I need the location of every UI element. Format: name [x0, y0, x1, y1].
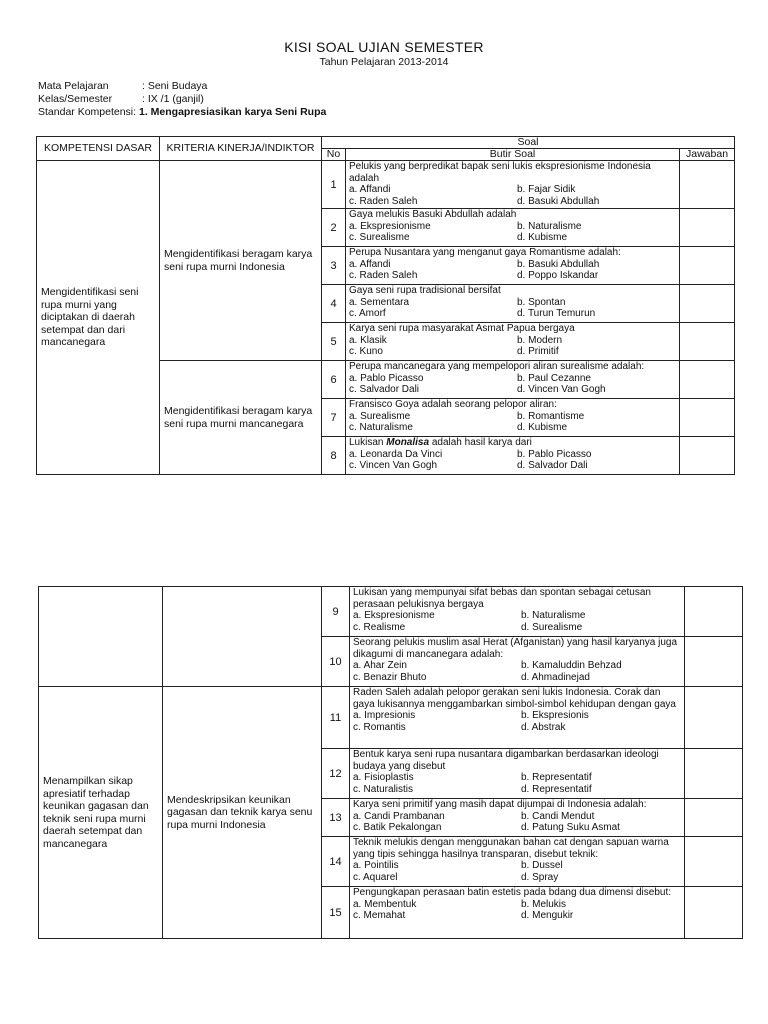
option-a: a. Ahar Zein: [353, 660, 407, 671]
option-a: a. Klasik: [349, 334, 387, 346]
question-cell: [346, 247, 680, 285]
question-cell: [350, 887, 685, 939]
empty-indikator-cell: [163, 587, 322, 687]
option-b: b. Fajar Sidik: [517, 184, 576, 195]
kompetensi-dasar-cell: Mengidentifikasi seni rupa murni yang diciptakan di daerah setempat dan dari mancanegara: [37, 161, 160, 475]
question-text: Pelukis yang berpredikat bapak seni lukis ekspresionisme Indonesia adalah: [349, 161, 651, 184]
kompetensi-dasar-cell: Menampilkan sikap apresiatif terhadap keunikan gagasan dan teknik seni rupa murni daerah setempat dan mancanegara: [39, 687, 163, 939]
answer-cell: [685, 799, 743, 837]
option-c: c. Memahat: [353, 910, 406, 921]
question-cell: [346, 399, 680, 437]
answer-cell: [680, 209, 735, 247]
meta-key: Standar Kompetensi: [38, 106, 134, 118]
answer-cell: [685, 837, 743, 887]
header-butir: Butir Soal: [346, 149, 680, 161]
option-b: b. Romantisme: [517, 410, 585, 422]
question-cell: [350, 749, 685, 799]
indikator-cell: Mendeskripsikan keunikan gagasan dan teknik karya senu rupa murni Indonesia: [163, 687, 322, 939]
answer-cell: [680, 399, 735, 437]
option-d: d. Kubisme: [517, 422, 568, 433]
option-a: a. Sementara: [349, 296, 410, 308]
option-a: a. Ekspresionisme: [353, 610, 435, 621]
question-number: 15: [322, 887, 350, 939]
answer-cell: [685, 887, 743, 939]
meta-key: Kelas/Semester: [38, 93, 113, 105]
question-number: 8: [322, 437, 346, 475]
answer-cell: [685, 637, 743, 687]
option-c: c. Raden Saleh: [349, 195, 418, 207]
indikator-cell: Mengidentifikasi beragam karya seni rupa murni mancanegara: [160, 361, 322, 475]
option-b: b. Ekspresionis: [521, 710, 589, 721]
option-d: d. Turun Temurun: [517, 308, 596, 319]
question-number: 12: [322, 749, 350, 799]
question-number: 6: [322, 361, 346, 399]
question-number: 10: [322, 637, 350, 687]
option-a: a. Leonarda Da Vinci: [349, 448, 443, 460]
option-a: a. Surealisme: [349, 410, 411, 422]
option-c: c. Realisme: [353, 621, 406, 633]
option-d: d. Primitif: [517, 346, 559, 357]
question-number: 2: [322, 209, 346, 247]
option-a: a. Affandi: [349, 258, 391, 270]
header-kompetensi: KOMPETENSI DASAR: [37, 137, 160, 161]
kisi-table-page2: [38, 586, 743, 939]
option-b: b. Naturalisme: [517, 220, 582, 232]
question-cell: [350, 587, 685, 637]
option-c: c. Salvador Dali: [349, 384, 420, 395]
option-d: d. Representatif: [521, 783, 592, 795]
question-text: Teknik melukis dengan menggunakan bahan cat dengan sapuan warna yang tipis sehingga hasilnya transparan, disebut teknik:: [353, 837, 669, 860]
question-text: Fransisco Goya adalah seorang pelopor aliran:: [349, 399, 557, 410]
option-d: d. Abstrak: [521, 721, 566, 733]
option-a: a. Candi Prambanan: [353, 810, 445, 822]
table-row: [39, 587, 743, 637]
option-b: b. Basuki Abdullah: [517, 258, 600, 270]
answer-cell: [680, 161, 735, 209]
answer-cell: [685, 749, 743, 799]
meta-value: : IX /1 (ganjil): [142, 93, 204, 105]
indikator-cell: Mengidentifikasi beragam karya seni rupa murni Indonesia: [160, 161, 322, 361]
table-row: [39, 687, 743, 749]
header-no: No: [322, 149, 346, 161]
option-a: a. Fisioplastis: [353, 772, 414, 783]
option-a: a. Pablo Picasso: [349, 372, 424, 384]
option-d: d. Salvador Dali: [517, 460, 588, 471]
option-b: b. Candi Mendut: [521, 810, 595, 822]
answer-cell: [680, 285, 735, 323]
option-a: a. Pointilis: [353, 860, 399, 871]
option-d: d. Kubisme: [517, 232, 568, 243]
meta-class: [38, 93, 204, 106]
question-text: Raden Saleh adalah pelopor gerakan seni lukis Indonesia. Corak dan gaya lukisannya menggambarkan simbol-simbol kehidupan dengan gaya: [353, 687, 676, 710]
option-c: c. Vincen Van Gogh: [349, 460, 438, 471]
meta-key: Mata Pelajaran: [38, 80, 109, 92]
question-cell: [346, 285, 680, 323]
option-d: d. Poppo Iskandar: [517, 270, 599, 281]
meta-value: :: [133, 106, 139, 118]
question-number: 7: [322, 399, 346, 437]
option-c: c. Romantis: [353, 721, 406, 733]
header-jawaban: Jawaban: [680, 149, 735, 161]
question-cell: [346, 361, 680, 399]
option-d: d. Ahmadinejad: [521, 671, 590, 683]
option-a: a. Affandi: [349, 184, 391, 195]
option-b: b. Melukis: [521, 898, 567, 910]
answer-cell: [680, 361, 735, 399]
question-text: Gaya melukis Basuki Abdullah adalah: [349, 209, 517, 220]
question-text: Seorang pelukis muslim asal Herat (Afganistan) yang hasil karyanya juga dikagumi di mancanegara adalah:: [353, 637, 678, 660]
option-b: b. Pablo Picasso: [517, 448, 592, 460]
option-c: c. Raden Saleh: [349, 270, 418, 281]
question-text: Perupa Nusantara yang menganut gaya Romantisme adalah:: [349, 247, 621, 258]
document-title: KISI SOAL UJIAN SEMESTER: [284, 39, 484, 55]
question-cell: [350, 837, 685, 887]
table-row: [37, 161, 735, 209]
question-text: [349, 437, 676, 449]
question-cell: [350, 637, 685, 687]
question-number: 9: [322, 587, 350, 637]
kisi-table-page1: [36, 136, 735, 475]
answer-cell: [680, 247, 735, 285]
option-a: a. Impresionis: [353, 710, 416, 721]
option-c: c. Kuno: [349, 346, 383, 357]
question-cell: [346, 161, 680, 209]
meta-standard: [38, 106, 326, 119]
empty-kompetensi-cell: [39, 587, 163, 687]
option-c: c. Surealisme: [349, 232, 410, 243]
option-d: d. Mengukir: [521, 910, 574, 921]
question-text: Karya seni primitif yang masih dapat dijumpai di Indonesia adalah:: [353, 799, 647, 810]
document-subtitle: Tahun Pelajaran 2013-2014: [319, 56, 449, 68]
meta-subject: [38, 80, 207, 93]
option-a: a. Ekspresionisme: [349, 220, 431, 232]
question-text: Pengungkapan perasaan batin estetis pada bdang dua dimensi disebut:: [353, 887, 672, 898]
question-cell: [350, 687, 685, 749]
artwork-title: Monalisa: [386, 437, 430, 448]
option-d: d. Surealisme: [521, 621, 583, 633]
question-text-post: adalah hasil karya dari: [429, 437, 532, 448]
option-c: c. Benazir Bhuto: [353, 671, 427, 683]
option-d: d. Basuki Abdullah: [517, 195, 600, 207]
option-c: c. Batik Pekalongan: [353, 822, 442, 833]
option-b: b. Paul Cezanne: [517, 372, 591, 384]
header-kriteria: KRITERIA KINERJA/INDIKTOR: [160, 137, 322, 161]
option-b: b. Modern: [517, 334, 563, 346]
option-c: c. Aquarel: [353, 871, 398, 883]
option-a: a. Membentuk: [353, 898, 417, 910]
question-number: 1: [322, 161, 346, 209]
question-text-pre: Lukisan: [349, 437, 387, 448]
question-cell: [350, 799, 685, 837]
meta-value: : Seni Budaya: [142, 80, 208, 92]
question-text: Bentuk karya seni rupa nusantara digambarkan berdasarkan ideologi budaya yang disebut: [353, 749, 659, 772]
option-d: d. Patung Suku Asmat: [521, 822, 620, 833]
option-b: b. Representatif: [521, 772, 592, 783]
question-number: 5: [322, 323, 346, 361]
option-d: d. Vincen Van Gogh: [517, 384, 606, 395]
option-b: b. Naturalisme: [521, 610, 586, 621]
option-b: b. Kamaluddin Behzad: [521, 660, 622, 671]
question-number: 4: [322, 285, 346, 323]
question-number: 14: [322, 837, 350, 887]
answer-cell: [685, 587, 743, 637]
option-d: d. Spray: [521, 871, 559, 883]
meta-value-bold: 1. Mengapresiasikan karya Seni Rupa: [139, 106, 327, 118]
question-number: 11: [322, 687, 350, 749]
option-b: b. Spontan: [517, 296, 566, 308]
option-c: c. Naturalisme: [349, 422, 413, 433]
option-c: c. Amorf: [349, 308, 386, 319]
question-cell: [346, 323, 680, 361]
question-number: 13: [322, 799, 350, 837]
answer-cell: [685, 687, 743, 749]
option-b: b. Dussel: [521, 860, 563, 871]
question-cell: [346, 437, 680, 475]
answer-cell: [680, 323, 735, 361]
header-soal: Soal: [322, 137, 735, 149]
question-cell: [346, 209, 680, 247]
question-text: Perupa mancanegara yang mempelopori aliran surealisme adalah:: [349, 361, 645, 372]
answer-cell: [680, 437, 735, 475]
question-text: Karya seni rupa masyarakat Asmat Papua bergaya: [349, 323, 575, 334]
question-text: Lukisan yang mempunyai sifat bebas dan spontan sebagai cetusan perasaan pelukisnya bergaya: [353, 587, 651, 610]
option-c: c. Naturalistis: [353, 783, 414, 795]
question-text: Gaya seni rupa tradisional bersifat: [349, 285, 501, 296]
question-number: 3: [322, 247, 346, 285]
